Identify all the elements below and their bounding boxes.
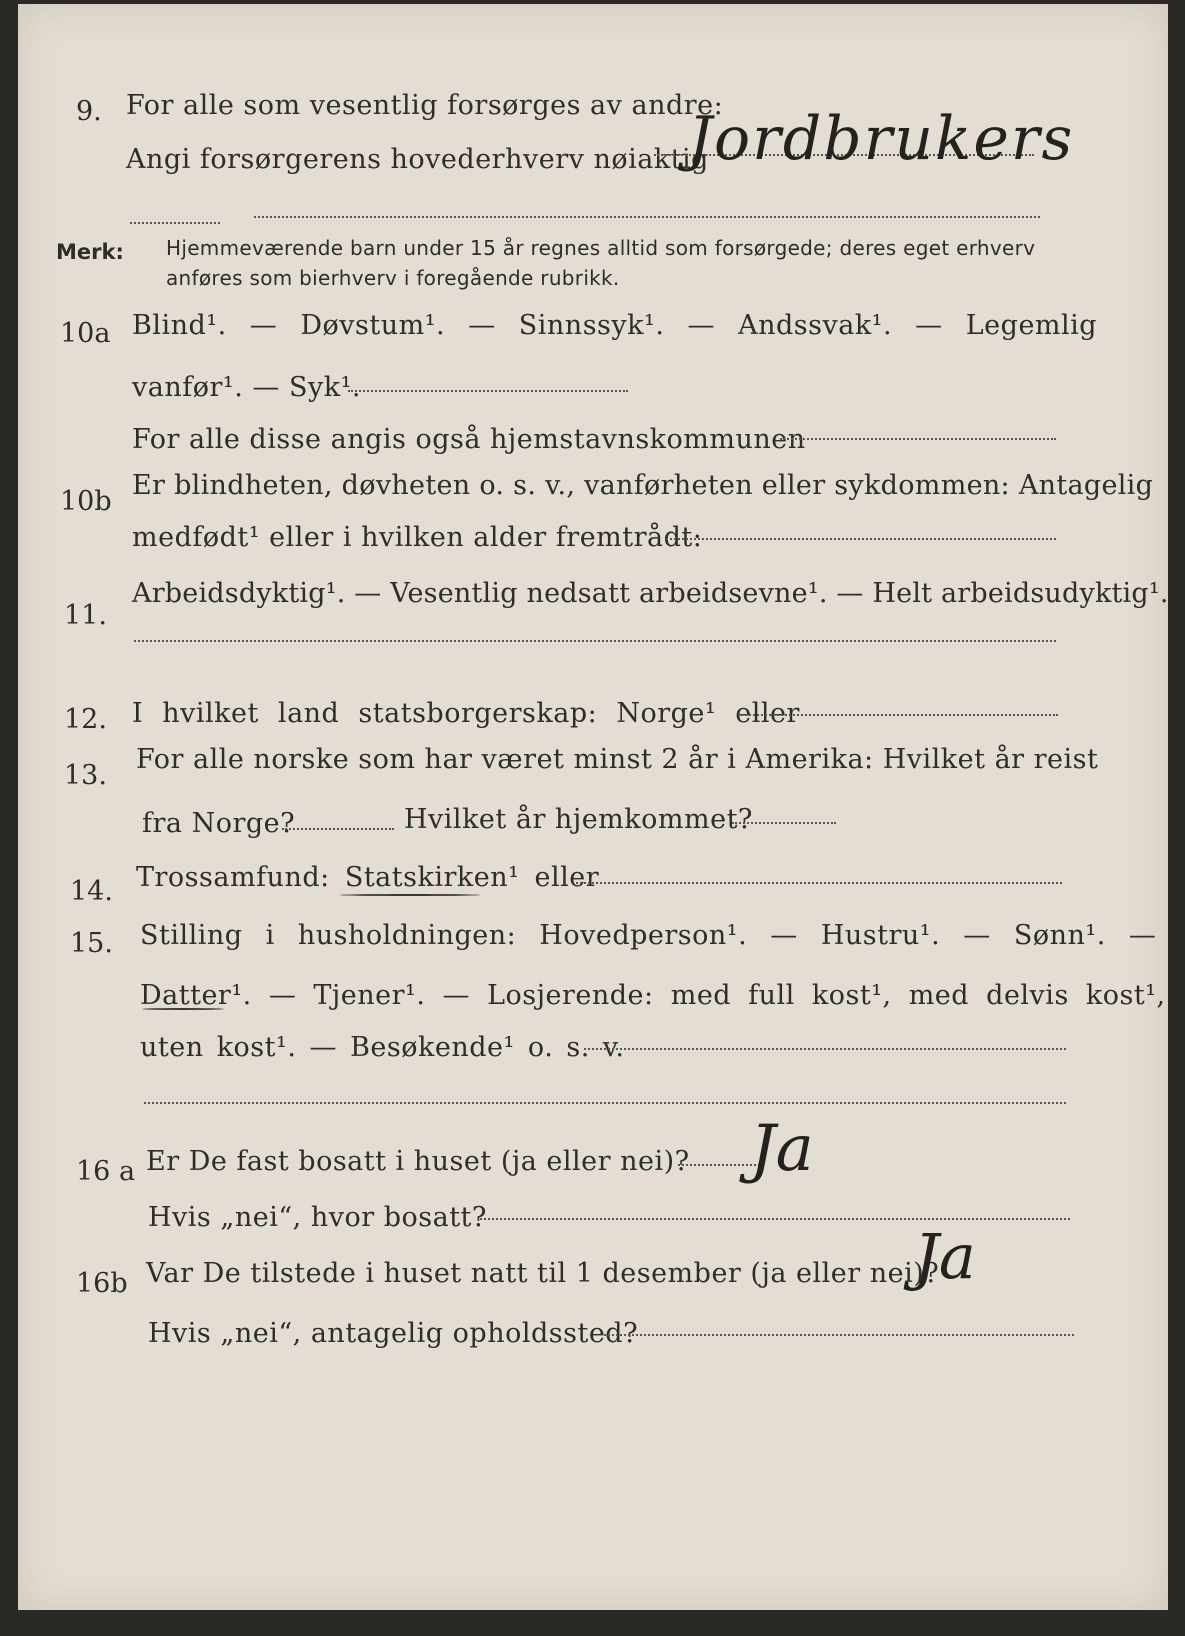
q13-number: 13.: [64, 760, 107, 791]
q11-answer-line: [134, 640, 1056, 642]
q16a-number: 16 a: [76, 1156, 136, 1187]
q10a-line2: vanfør¹. — Syk¹.: [132, 372, 361, 403]
merk-text-line2: anføres som bierhverv i foregående rubrikk.: [166, 266, 620, 290]
census-form-page: [18, 4, 1168, 1610]
q14-number: 14.: [70, 876, 113, 907]
q9-number: 9.: [76, 96, 102, 127]
q12-number: 12.: [64, 704, 107, 735]
q15-line1: Stilling i husholdningen: Hovedperson¹. — Hustru¹. — Sønn¹. —: [140, 920, 1157, 951]
q15-line2: Datter¹. — Tjener¹. — Losjerende: med full kost¹, med delvis kost¹,: [140, 980, 1166, 1011]
q10a-line1: Blind¹. — Døvstum¹. — Sinnssyk¹. — Andssvak¹. — Legemlig: [132, 310, 1098, 341]
q12-line1: I hvilket land statsborgerskap: Norge¹ eller: [132, 698, 800, 729]
q14-statskirken-underline: [340, 894, 480, 896]
q13-line2-hjemkommet: Hvilket år hjemkommet?: [404, 804, 753, 835]
q9-question-line2: Angi forsørgerens hovederhverv nøiaktig: [126, 144, 709, 175]
q10a-number: 10a: [60, 318, 111, 349]
q13-line1: For alle norske som har været minst 2 år i Amerika: Hvilket år reist: [136, 744, 1099, 775]
q15-answer-line: [584, 1048, 1066, 1050]
q10b-line1: Er blindheten, døvheten o. s. v., vanførheten eller sykdommen: Antagelig: [132, 470, 1154, 501]
q14-line1: Trossamfund: Statskirken¹ eller: [136, 862, 600, 893]
q16b-number: 16b: [76, 1268, 128, 1299]
q12-answer-line: [738, 714, 1058, 716]
q16a-handwritten-answer: Ja: [750, 1112, 814, 1186]
q15-number: 15.: [70, 928, 113, 959]
q13-hjemkommet-answer-line: [732, 822, 836, 824]
q11-line1: Arbeidsdyktig¹. — Vesentlig nedsatt arbeidsevne¹. — Helt arbeidsudyktig¹.: [132, 578, 1169, 609]
q9-question-line1: For alle som vesentlig forsørges av andre:: [126, 90, 724, 121]
q14-answer-line: [576, 882, 1062, 884]
q16b-line2: Hvis „nei“, antagelig opholdssted?: [148, 1318, 639, 1349]
q10b-line2: medfødt¹ eller i hvilken alder fremtrådt:: [132, 522, 703, 553]
q15-datter-underline: [142, 1008, 224, 1010]
q10a-hjemstavn-answer-line: [780, 438, 1056, 440]
q16b-opholdssted-answer-line: [604, 1334, 1074, 1336]
q10a-answer-line: [348, 390, 628, 392]
q11-number: 11.: [64, 600, 107, 631]
q15-line3: uten kost¹. — Besøkende¹ o. s. v.: [140, 1032, 625, 1063]
q16b-line1: Var De tilstede i huset natt til 1 desember (ja eller nei)?: [146, 1258, 940, 1289]
merk-text-line1: Hjemmeværende barn under 15 år regnes alltid som forsørgede; deres eget erhverv: [166, 236, 1036, 260]
q16a-line2: Hvis „nei“, hvor bosatt?: [148, 1202, 487, 1233]
merk-label: Merk:: [56, 240, 124, 264]
q9-handwritten-answer: Jordbrukers: [688, 104, 1075, 174]
q10b-answer-line: [666, 538, 1056, 540]
q15-extra-answer-line: [144, 1102, 1066, 1104]
q10b-number: 10b: [60, 486, 112, 517]
q16a-bosatt-answer-line: [480, 1218, 1070, 1220]
q16b-handwritten-answer: Ja: [914, 1220, 976, 1293]
q13-line2-reist: fra Norge?: [142, 808, 296, 839]
q16a-line1: Er De fast bosatt i huset (ja eller nei)?: [146, 1146, 690, 1177]
q9-extra-line-left: [130, 222, 220, 224]
q9-extra-line-right: [254, 216, 1040, 218]
q13-reist-answer-line: [282, 828, 394, 830]
q10a-line3: For alle disse angis også hjemstavnskommunen: [132, 424, 806, 455]
